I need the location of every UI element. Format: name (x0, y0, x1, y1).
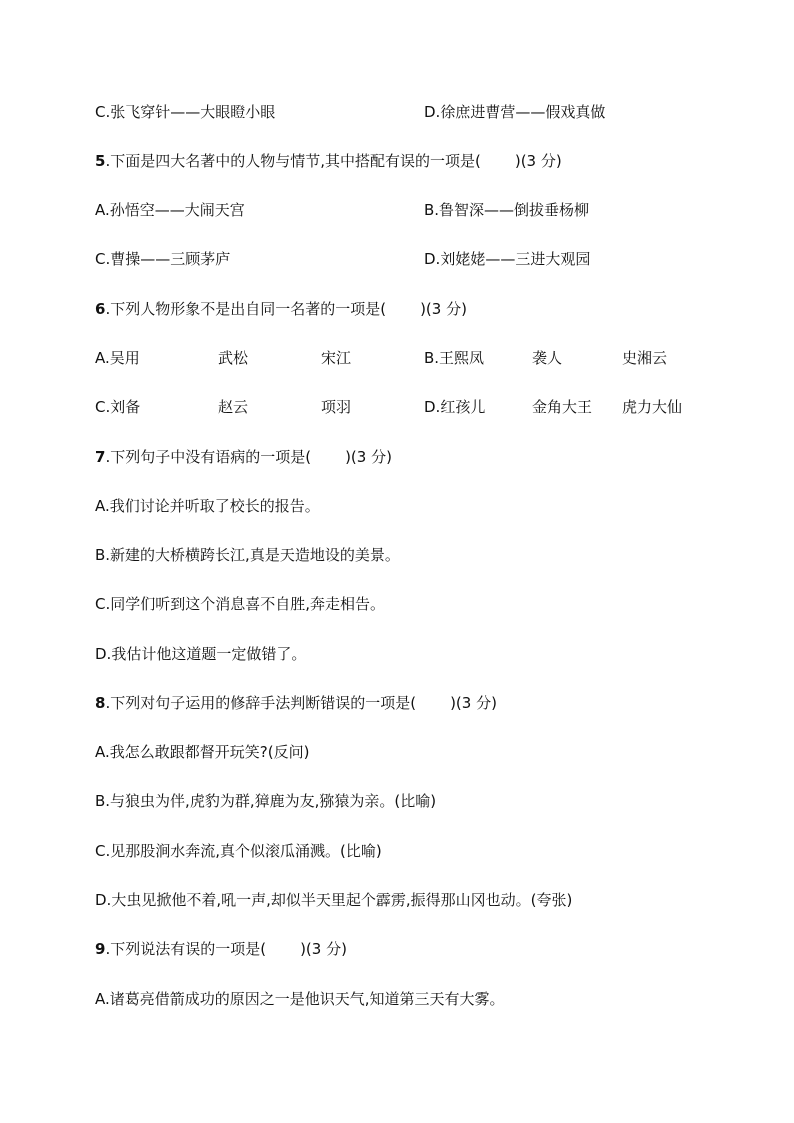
q6-row2-item: 项羽 (321, 398, 352, 416)
q4-option-c: C.张飞穿针——大眼瞪小眼 (95, 103, 276, 121)
q6-row2-item: C.刘备 (95, 398, 141, 416)
q6-row2-item: D.红孩儿 (424, 398, 486, 416)
q7-option-c: C.同学们听到这个消息喜不自胜,奔走相告。 (95, 595, 386, 613)
q8-option-b: B.与狼虫为伴,虎豹为群,獐鹿为友,猕猿为亲。(比喻) (95, 792, 437, 810)
q7-option-d: D.我估计他这道题一定做错了。 (95, 645, 307, 663)
q8-option-c: C.见那股涧水奔流,真个似滚瓜涌溅。(比喻) (95, 842, 382, 860)
q9-number: 9 (95, 940, 106, 958)
q4-option-d: D.徐庶进曹营——假戏真做 (424, 103, 606, 121)
q7-option-a: A.我们讨论并听取了校长的报告。 (95, 497, 320, 515)
q6-row2-item: 金角大王 (532, 398, 593, 416)
q5-option-b: B.鲁智深——倒拔垂杨柳 (424, 201, 590, 219)
q5-number: 5 (95, 152, 106, 170)
q5-option-c: C.曹操——三顾茅庐 (95, 250, 231, 268)
q5-option-a: A.孙悟空——大闹天宫 (95, 201, 245, 219)
q7-score: )(3 分) (345, 448, 392, 466)
q5-option-d: D.刘姥姥——三进大观园 (424, 250, 591, 268)
q6-row2-item: 虎力大仙 (622, 398, 683, 416)
q6-row1-item: A.吴用 (95, 349, 140, 367)
q8-option-a: A.我怎么敢跟都督开玩笑?(反问) (95, 743, 310, 761)
q8-stem-text: .下列对句子运用的修辞手法判断错误的一项是( (105, 694, 417, 712)
q6-stem-text: .下列人物形象不是出自同一名著的一项是( (105, 300, 387, 318)
q5-stem-text: .下面是四大名著中的人物与情节,其中搭配有误的一项是( (105, 152, 481, 170)
q6-row1-item: 袭人 (532, 349, 563, 367)
q6-row1-item: B.王熙凤 (424, 349, 485, 367)
q8-score: )(3 分) (450, 694, 497, 712)
q8-option-d: D.大虫见掀他不着,吼一声,却似半天里起个霹雳,振得那山冈也动。(夸张) (95, 891, 573, 909)
q6-row1-item: 史湘云 (622, 349, 668, 367)
q6-row1-item: 武松 (218, 349, 249, 367)
q5-score: )(3 分) (514, 152, 562, 170)
q9-stem-text: .下列说法有误的一项是( (105, 940, 267, 958)
q9-option-a: A.诸葛亮借箭成功的原因之一是他识天气,知道第三天有大雾。 (95, 990, 505, 1008)
q8-number: 8 (95, 694, 106, 712)
q8-stem (95, 693, 497, 713)
q7-stem-text: .下列句子中没有语病的一项是( (105, 448, 312, 466)
q6-score: )(3 分) (420, 300, 467, 318)
q9-stem (95, 939, 347, 959)
q7-option-b: B.新建的大桥横跨长江,真是天造地设的美景。 (95, 546, 400, 564)
q7-number: 7 (95, 448, 106, 466)
q6-number: 6 (95, 300, 106, 318)
q9-score: )(3 分) (300, 940, 347, 958)
q6-stem (95, 299, 467, 319)
q5-stem (95, 151, 562, 171)
q7-stem (95, 447, 392, 467)
q6-row1-item: 宋江 (321, 349, 352, 367)
q6-row2-item: 赵云 (218, 398, 249, 416)
